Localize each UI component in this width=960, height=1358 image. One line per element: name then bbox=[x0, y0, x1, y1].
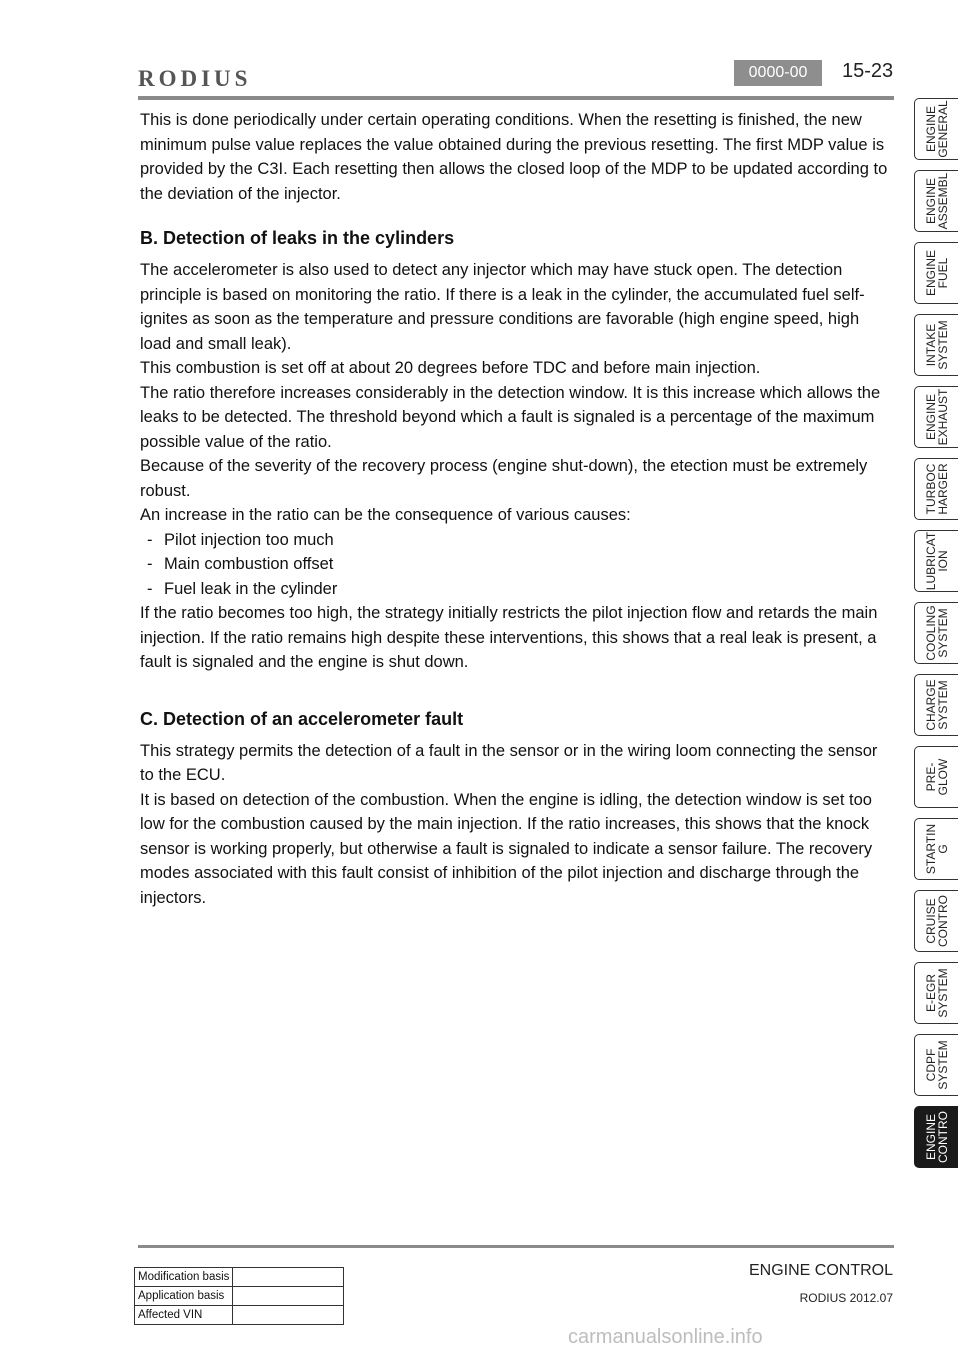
brand-logo: RODIUS bbox=[138, 66, 252, 91]
tab-engine-exhaust[interactable] bbox=[914, 386, 958, 448]
section-c-paragraph-1: This strategy permits the detection of a fault in the sensor or in the wiring loom connecting the sensor to the ECU. bbox=[140, 741, 878, 784]
cause-text: Main combustion offset bbox=[164, 555, 334, 573]
section-b-paragraph-1: The accelerometer is also used to detect any injector which may have stuck open. The detection principle is based on monitoring the ratio. If there is a leak in the cylinder, the accumulated fuel self-ignites as soon as the temperature and pressure conditions are favorable (high engine speed, high load and small leak). bbox=[140, 261, 865, 353]
tab-e-egr-system[interactable] bbox=[914, 962, 958, 1024]
tab-label: CRUISE CONTRO bbox=[923, 895, 950, 947]
tab-lubrication[interactable] bbox=[914, 530, 958, 592]
table-row bbox=[135, 1306, 344, 1325]
intro-paragraph: This is done periodically under certain operating conditions. When the resetting is finished, the new minimum pulse value replaces the value obtained during the previous resetting. The first MDP value is provided by the C3I. Each resetting then allows the closed loop of the MDP to be updated according to the deviation of the injector. bbox=[140, 111, 888, 203]
causes-list bbox=[140, 528, 890, 602]
cause-text: Fuel leak in the cylinder bbox=[164, 579, 338, 598]
tab-label: TURBOC HARGER bbox=[923, 463, 950, 515]
tab-cdpf-system[interactable] bbox=[914, 1034, 958, 1096]
footer-title: ENGINE CONTROL bbox=[748, 1262, 893, 1279]
tab-label: LUBRICAT ION bbox=[923, 531, 950, 591]
section-c-paragraph-2: It is based on detection of the combustion. When the engine is idling, the detection window is set too low for the combustion caused by the main injection. If the ratio increases, this shows that the knock sensor is working properly, but otherwise a fault is signaled to indicate a sensor failure. The recovery modes associated with this fault consist of inhibition of the pilot injection and discharge through the injectors. bbox=[140, 790, 873, 907]
modification-table bbox=[134, 1267, 344, 1325]
tab-cooling-system[interactable] bbox=[914, 602, 958, 664]
table-cell-label: Modification basis bbox=[135, 1268, 233, 1287]
page-content bbox=[140, 108, 890, 910]
table-cell-value bbox=[233, 1306, 344, 1325]
tab-label: CDPF SYSTEM bbox=[923, 1040, 950, 1090]
tab-label: E-EGR SYSTEM bbox=[923, 968, 950, 1018]
cause-text: Pilot injection too much bbox=[164, 530, 334, 549]
tab-engine-control[interactable] bbox=[914, 1106, 958, 1168]
table-row bbox=[135, 1287, 344, 1306]
section-b-paragraph-2: This combustion is set off at about 20 degrees before TDC and before main injection. bbox=[140, 359, 761, 377]
tab-label: ENGINE ASSEMBL bbox=[923, 172, 950, 230]
tab-pre-glow[interactable] bbox=[914, 746, 958, 808]
section-c-heading: C. Detection of an accelerometer fault bbox=[140, 708, 464, 729]
footer-subtitle: RODIUS 2012.07 bbox=[799, 1291, 893, 1305]
list-item bbox=[140, 552, 890, 577]
tab-label: ENGINE GENERAL bbox=[923, 100, 950, 158]
tab-intake-system[interactable] bbox=[914, 314, 958, 376]
tab-starting[interactable] bbox=[914, 818, 958, 880]
tab-label: ENGINE EXHAUST bbox=[923, 388, 950, 446]
section-b-paragraph-4: Because of the severity of the recovery process (engine shut-down), the etection must be extremely robust. bbox=[140, 457, 868, 500]
tab-label: ENGINE CONTRO bbox=[923, 1111, 950, 1163]
section-b-heading: B. Detection of leaks in the cylinders bbox=[140, 228, 455, 248]
tab-engine-fuel[interactable] bbox=[914, 242, 958, 304]
tab-label: ENGINE FUEL bbox=[923, 249, 950, 297]
list-item bbox=[140, 577, 890, 602]
watermark: carmanualsonline.info bbox=[568, 1326, 763, 1348]
tab-engine-assembly[interactable] bbox=[914, 170, 958, 232]
list-item bbox=[140, 528, 890, 553]
section-b-paragraph-5: An increase in the ratio can be the consequence of various causes: bbox=[140, 506, 631, 524]
table-cell-value bbox=[233, 1287, 344, 1306]
section-b-paragraph-3: The ratio therefore increases considerably in the detection window. It is this increase which allows the leaks to be detected. The threshold beyond which a fault is signaled is a percentage of the maximum possible value of the ratio. bbox=[140, 383, 881, 451]
tab-label: COOLING SYSTEM bbox=[923, 605, 950, 661]
tab-label: CHARGE SYSTEM bbox=[923, 679, 950, 731]
header-divider bbox=[138, 96, 894, 100]
page-number: 15-23 bbox=[842, 60, 894, 82]
tab-cruise-control[interactable] bbox=[914, 890, 958, 952]
section-code-badge: 0000-00 bbox=[734, 60, 822, 86]
bullet-dash: - bbox=[147, 530, 153, 549]
tab-label: STARTIN G bbox=[923, 823, 950, 875]
footer-divider bbox=[138, 1245, 894, 1248]
bullet-dash: - bbox=[147, 555, 153, 573]
bullet-dash: - bbox=[147, 579, 153, 598]
tab-charge-system[interactable] bbox=[914, 674, 958, 736]
table-row bbox=[135, 1268, 344, 1287]
table-cell-label: Affected VIN bbox=[135, 1306, 233, 1325]
table-cell-label: Application basis bbox=[135, 1287, 233, 1306]
table-cell-value bbox=[233, 1268, 344, 1287]
tab-label: INTAKE SYSTEM bbox=[923, 320, 950, 370]
tab-label: PRE- GLOW bbox=[923, 758, 950, 796]
tab-engine-general[interactable] bbox=[914, 98, 958, 160]
section-b-paragraph-6: If the ratio becomes too high, the strategy initially restricts the pilot injection flow and retards the main injection. If the ratio remains high despite these interventions, this shows that a real leak is present, a fault is signaled and the engine is shut down. bbox=[140, 604, 878, 671]
tab-turbocharger[interactable] bbox=[914, 458, 958, 520]
